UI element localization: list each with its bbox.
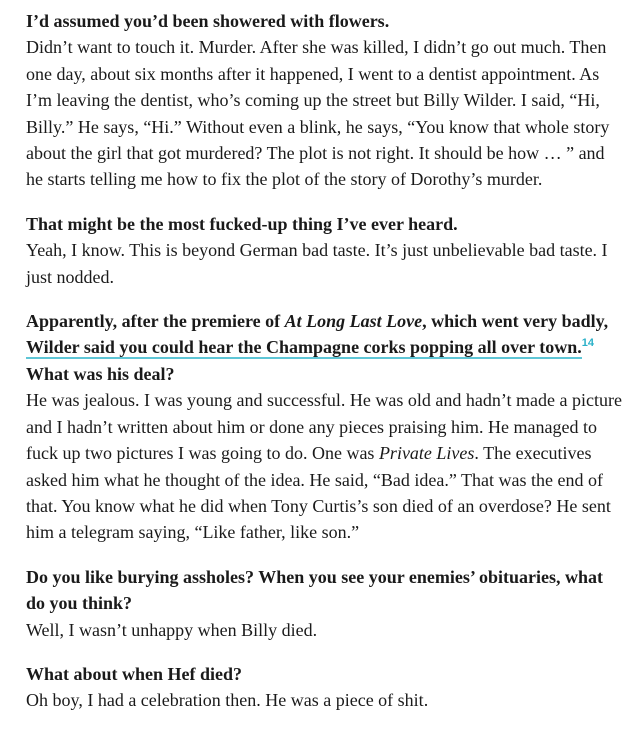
question-wilder [26,308,622,387]
footnote-14-link[interactable]: 14 [581,337,594,350]
qa-block-wilder [26,308,622,546]
qa-block-flowers [26,8,622,193]
answer-hef: Oh boy, I had a celebration then. He was a piece of shit. [26,690,429,711]
film-title-at-long-last-love: At Long Last Love [284,311,423,332]
answer-flowers: Didn’t want to touch it. Murder. After she was killed, I didn’t go out much. Then one day, about six months after it happened, I went to a dentist appointment. As I’m leaving the dentist, who’s coming up the street but Billy Wilder. I said, “Hi, Billy.” He says, “Hi.” Without even a blink, he says, “You know that whole story about the girl that got murdered? The plot is not right. It should be how … ” and he starts telling me how to fix the plot of the story of Dorothy’s murder. [26,37,610,190]
answer-obituaries: Well, I wasn’t unhappy when Billy died. [26,619,318,640]
answer-fucked-up: Yeah, I know. This is beyond German bad taste. It’s just unbelievable bad taste. I just nodded. [26,240,608,287]
answer-wilder-text-1: He was jealous. I was young and successful. He was old and hadn’t made a picture and I hadn’t written about him or done any pieces praising him. He managed to fuck up two pictures I was going to do. One was [26,390,622,464]
question-flowers: I’d assumed you’d been showered with flowers. [26,11,390,31]
question-wilder-text-2: , which went very badly, [422,311,609,332]
question-obituaries: Do you like burying assholes? When you see your enemies’ obituaries, what do you think? [26,566,604,614]
answer-wilder [26,387,622,545]
qa-block-obituaries [26,564,622,643]
answer-wilder-text-2: . The executives asked him what he thought of the idea. He said, “Bad idea.” That was the end of that. You know what he did when Tony Curtis’s son died of an overdose? He sent him a telegram saying, “Like father, like son.” [26,443,611,543]
qa-block-fucked-up [26,211,622,290]
interview-article [26,8,622,732]
champagne-corks-link[interactable]: Wilder said you could hear the Champagne corks popping all over town. [26,337,582,358]
film-title-private-lives: Private Lives [378,443,475,464]
question-hef: What about when Hef died? [26,663,243,684]
question-wilder-text-3: What was his deal? [26,363,175,384]
qa-block-hef [26,661,622,714]
question-wilder-text-1: Apparently, after the premiere of [26,311,285,332]
question-fucked-up: That might be the most fucked-up thing I’ve ever heard. [26,213,458,234]
